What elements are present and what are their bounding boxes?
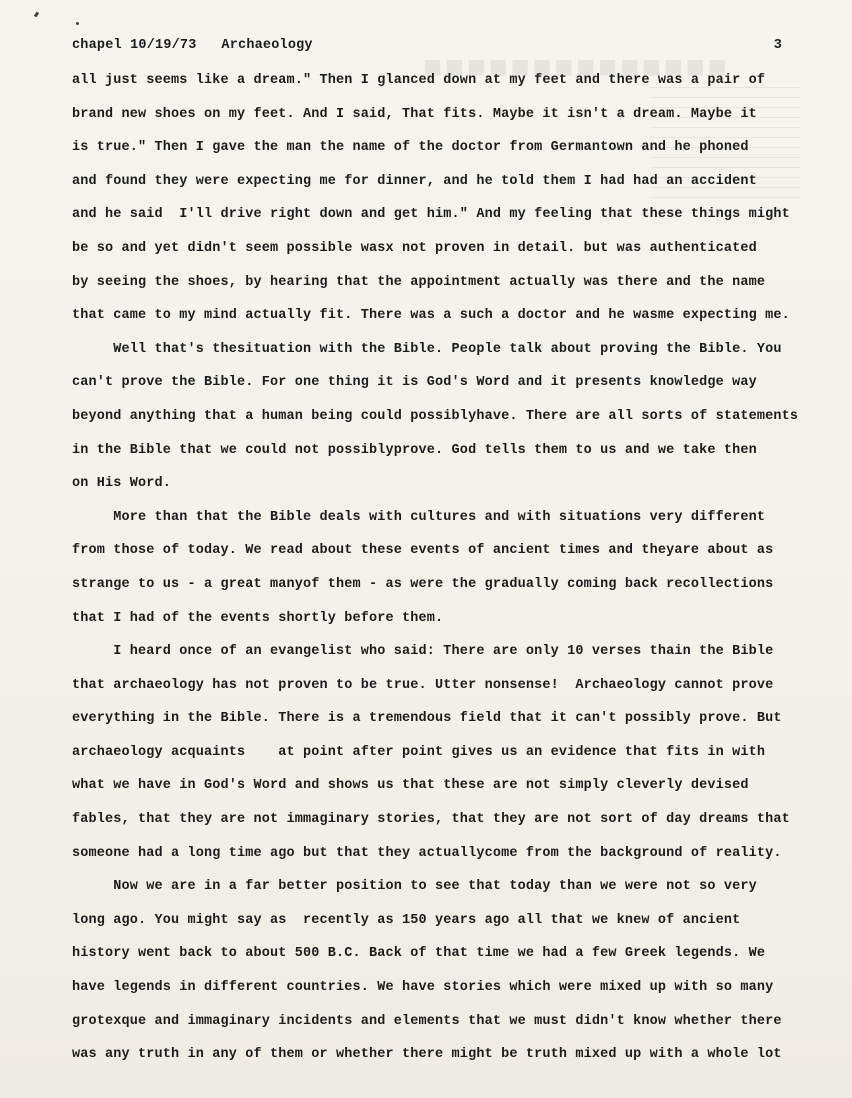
text-line: what we have in God's Word and shows us that these are not simply cleverly devised xyxy=(72,778,749,794)
text-line: can't prove the Bible. For one thing it is God's Word and it presents knowledge way xyxy=(72,375,757,391)
text-line: beyond anything that a human being could possiblyhave. There are all sorts of statements xyxy=(72,408,799,424)
text-line: Well that's thesituation with the Bible. People talk about proving the Bible. You xyxy=(72,341,782,357)
text-line: everything in the Bible. There is a tremendous field that it can't possibly prove. But xyxy=(72,711,782,727)
text-line: More than that the Bible deals with cultures and with situations very different xyxy=(72,509,766,525)
text-line: all just seems like a dream." Then I glanced down at my feet and there was a pair of xyxy=(72,73,766,88)
page-number: 3 xyxy=(773,38,782,53)
text-line: that archaeology has not proven to be true. Utter nonsense! Archaeology cannot prove xyxy=(72,677,774,693)
header-label: chapel 10/19/73 Archaeology xyxy=(72,38,313,53)
text-line: grotexque and immaginary incidents and elements that we must didn't know whether there xyxy=(72,1013,782,1029)
text-line: fables, that they are not immaginary stories, that they are not sort of day dreams that xyxy=(72,812,790,828)
text-line: and he said I'll drive right down and get him." And my feeling that these things might xyxy=(72,207,790,223)
margin-mark xyxy=(34,12,39,18)
text-line: have legends in different countries. We have stories which were mixed up with so many xyxy=(72,980,774,996)
text-line: someone had a long time ago but that they actuallycome from the background of reality. xyxy=(72,845,782,861)
text-line: and found they were expecting me for dinner, and he told them I had had an accident xyxy=(72,173,757,189)
text-line: strange to us - a great manyof them - as were the gradually coming back recollections xyxy=(72,576,774,592)
text-line: that I had of the events shortly before them. xyxy=(72,610,444,626)
text-line: that came to my mind actually fit. There was a such a doctor and he wasme expecting me. xyxy=(72,308,790,324)
margin-dot xyxy=(76,22,79,25)
text-line: on His Word. xyxy=(72,476,172,492)
text-line: I heard once of an evangelist who said: There are only 10 verses thain the Bible xyxy=(72,644,774,660)
text-line: from those of today. We read about these events of ancient times and theyare about as xyxy=(72,543,774,559)
page-header xyxy=(72,38,782,58)
text-line: history went back to about 500 B.C. Back of that time we had a few Greek legends. We xyxy=(72,946,766,962)
text-line: in the Bible that we could not possiblyprove. God tells them to us and we take then xyxy=(72,442,757,458)
text-line: brand new shoes on my feet. And I said, That fits. Maybe it isn't a dream. Maybe it xyxy=(72,106,757,122)
text-line: be so and yet didn't seem possible wasx not proven in detail. but was authenticated xyxy=(72,240,757,256)
body-text xyxy=(72,70,832,1078)
text-line: Now we are in a far better position to see that today than we were not so very xyxy=(72,879,757,895)
text-line: long ago. You might say as recently as 150 years ago all that we knew of ancient xyxy=(72,912,741,928)
text-line: by seeing the shoes, by hearing that the appointment actually was there and the name xyxy=(72,274,766,290)
text-line: is true." Then I gave the man the name of the doctor from Germantown and he phoned xyxy=(72,140,749,156)
text-line: was any truth in any of them or whether there might be truth mixed up with a whole lot xyxy=(72,1047,782,1063)
text-line: archaeology acquaints at point after point gives us an evidence that fits in with xyxy=(72,744,766,760)
show-through-title: ■■■■■■■■■■■■■■ xyxy=(420,54,727,78)
